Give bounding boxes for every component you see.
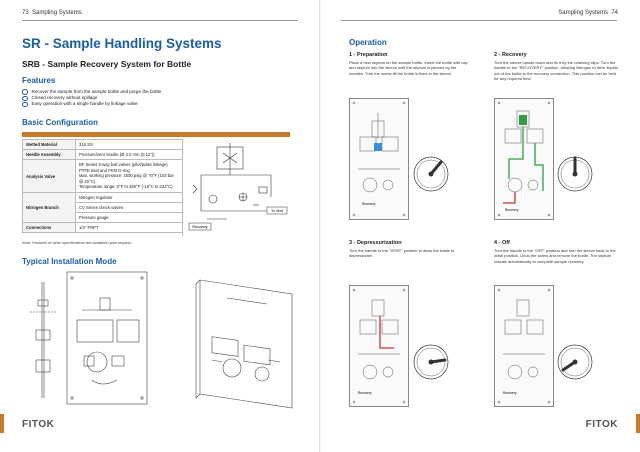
- right-page-header: [558, 10, 618, 16]
- right-page-tab: [636, 414, 640, 433]
- installation-drawings: [22, 270, 312, 410]
- step-3-panel: [349, 285, 409, 407]
- config-note: Note: Features of other specifications are available upon request.: [22, 241, 132, 245]
- step-1-handle-dial: [411, 152, 451, 198]
- table-row: [23, 223, 183, 233]
- table-top-bar: [22, 132, 290, 137]
- row-label: Wetted Material: [23, 140, 76, 150]
- left-page-header: [22, 10, 82, 16]
- row-label: Needle Assembly: [23, 150, 76, 160]
- feature-item: Easy operation with a single handle by linkage valve: [22, 101, 161, 107]
- flow-red-path: [503, 192, 515, 203]
- basic-config-heading: Basic Configuration: [22, 118, 99, 127]
- step-2-text: Turn the sleeve upside down and fix it by the retaining clips. Turn the handle to the "RECOVERY" position, allowing Nitrogen to drive liquids out of the bottle to the recovery connection. This position can be held for any required time.: [494, 60, 618, 81]
- row-value: Pressure/vent needle (Ø 3.0 mm (0.12")): [76, 150, 183, 160]
- bullet-icon: [22, 102, 28, 108]
- step-1-title: 1 - Preparation: [349, 52, 388, 58]
- step-4-text: Turn the handle to the "OFF" position and turn the sleeve back to the initial position. Undo the screw and remove the bottle. The septum reseals automatically to complete sample recovery.: [494, 248, 616, 264]
- row-label: Analysis Valve: [23, 160, 76, 193]
- isometric-view-drawing: [196, 280, 292, 408]
- row-value: Pressure gauge: [76, 213, 183, 223]
- step-4-handle-dial: [555, 340, 595, 386]
- features-heading: Features: [22, 76, 56, 85]
- step-2-panel: [494, 98, 554, 220]
- row-label: Nitrogen Branch: [23, 193, 76, 223]
- row-value: CV Series check valves: [76, 203, 183, 213]
- bullet-icon: [22, 96, 28, 102]
- config-table: [22, 139, 183, 233]
- installation-heading: Typical Installation Mode: [22, 257, 117, 266]
- panel-recovery-label: Recovery: [503, 391, 517, 395]
- step-2-title: 2 - Recovery: [494, 52, 527, 58]
- schematic-drawing: [183, 139, 291, 236]
- left-page-tab: [0, 414, 4, 433]
- step-1-panel: [349, 98, 409, 220]
- left-header-rule: [22, 20, 298, 21]
- step-3-handle-dial: [411, 340, 451, 386]
- step-4-panel: [494, 285, 554, 407]
- row-value: BF Series 3-way ball valves (pilot/pulse linkage) PTFE seat and FKM O-ring Max. working pressure: 1500 psig @ 70°F (103 bar @ 20°C) Temperature range: 0°F to 450°F (-18°C to 232°C): [76, 160, 183, 193]
- left-section-name: Sampling Systems: [32, 10, 82, 16]
- table-row: [23, 140, 183, 150]
- operation-heading: Operation: [349, 38, 387, 47]
- step-4-title: 4 - Off: [494, 240, 510, 246]
- feature-item: Closed recovery without spillage: [22, 95, 161, 101]
- step-3-title: 3 - Depressurization: [349, 240, 402, 246]
- panel-recovery-label: Recovery: [505, 208, 519, 212]
- side-view-drawing: [30, 282, 56, 398]
- table-row: [23, 160, 183, 193]
- flow-schematic: [182, 139, 291, 236]
- row-value: 316 SS: [76, 140, 183, 150]
- row-value: Nitrogen regulator: [76, 193, 183, 203]
- table-row: [23, 150, 183, 160]
- recovery-label: Recovery: [192, 225, 208, 229]
- page-subtitle: SRB - Sample Recovery System for Bottle: [22, 59, 192, 69]
- step-2-handle-dial: [555, 152, 595, 198]
- row-value: 1/4" FNPT: [76, 223, 183, 233]
- right-page: [321, 0, 640, 452]
- page-title: SR - Sample Handling Systems: [22, 36, 222, 51]
- step-3-text: Turn the handle to the "VENT" position to allow the bottle to depressurize.: [349, 248, 455, 259]
- bottle-highlight: [374, 143, 382, 151]
- brand-logo-left: FITOK: [22, 419, 55, 430]
- brand-logo-right: FITOK: [585, 419, 618, 430]
- left-page-number: 73: [22, 10, 29, 16]
- right-section-name: Sampling Systems: [558, 10, 608, 16]
- right-header-rule: [341, 20, 617, 21]
- panel-recovery-label: Recovery: [362, 202, 376, 206]
- front-view-drawing: [67, 272, 147, 404]
- bullet-icon: [22, 89, 28, 95]
- feature-item: Recover the sample from the sample bottle and purge the bottle: [22, 89, 161, 95]
- step-1-text: Place a new septum on the sample bottle. Insert the bottle with cap and septum into the sleeve until the septum is pierced by the needles. Turn the screw till the bottle is fixed in the sleeve.: [349, 60, 468, 76]
- vent-label: To Vent: [271, 209, 283, 213]
- row-label: Connections: [23, 223, 76, 233]
- table-row: [23, 193, 183, 203]
- features-list: [22, 89, 161, 108]
- panel-recovery-label: Recovery: [358, 391, 372, 395]
- right-page-number: 74: [611, 10, 618, 16]
